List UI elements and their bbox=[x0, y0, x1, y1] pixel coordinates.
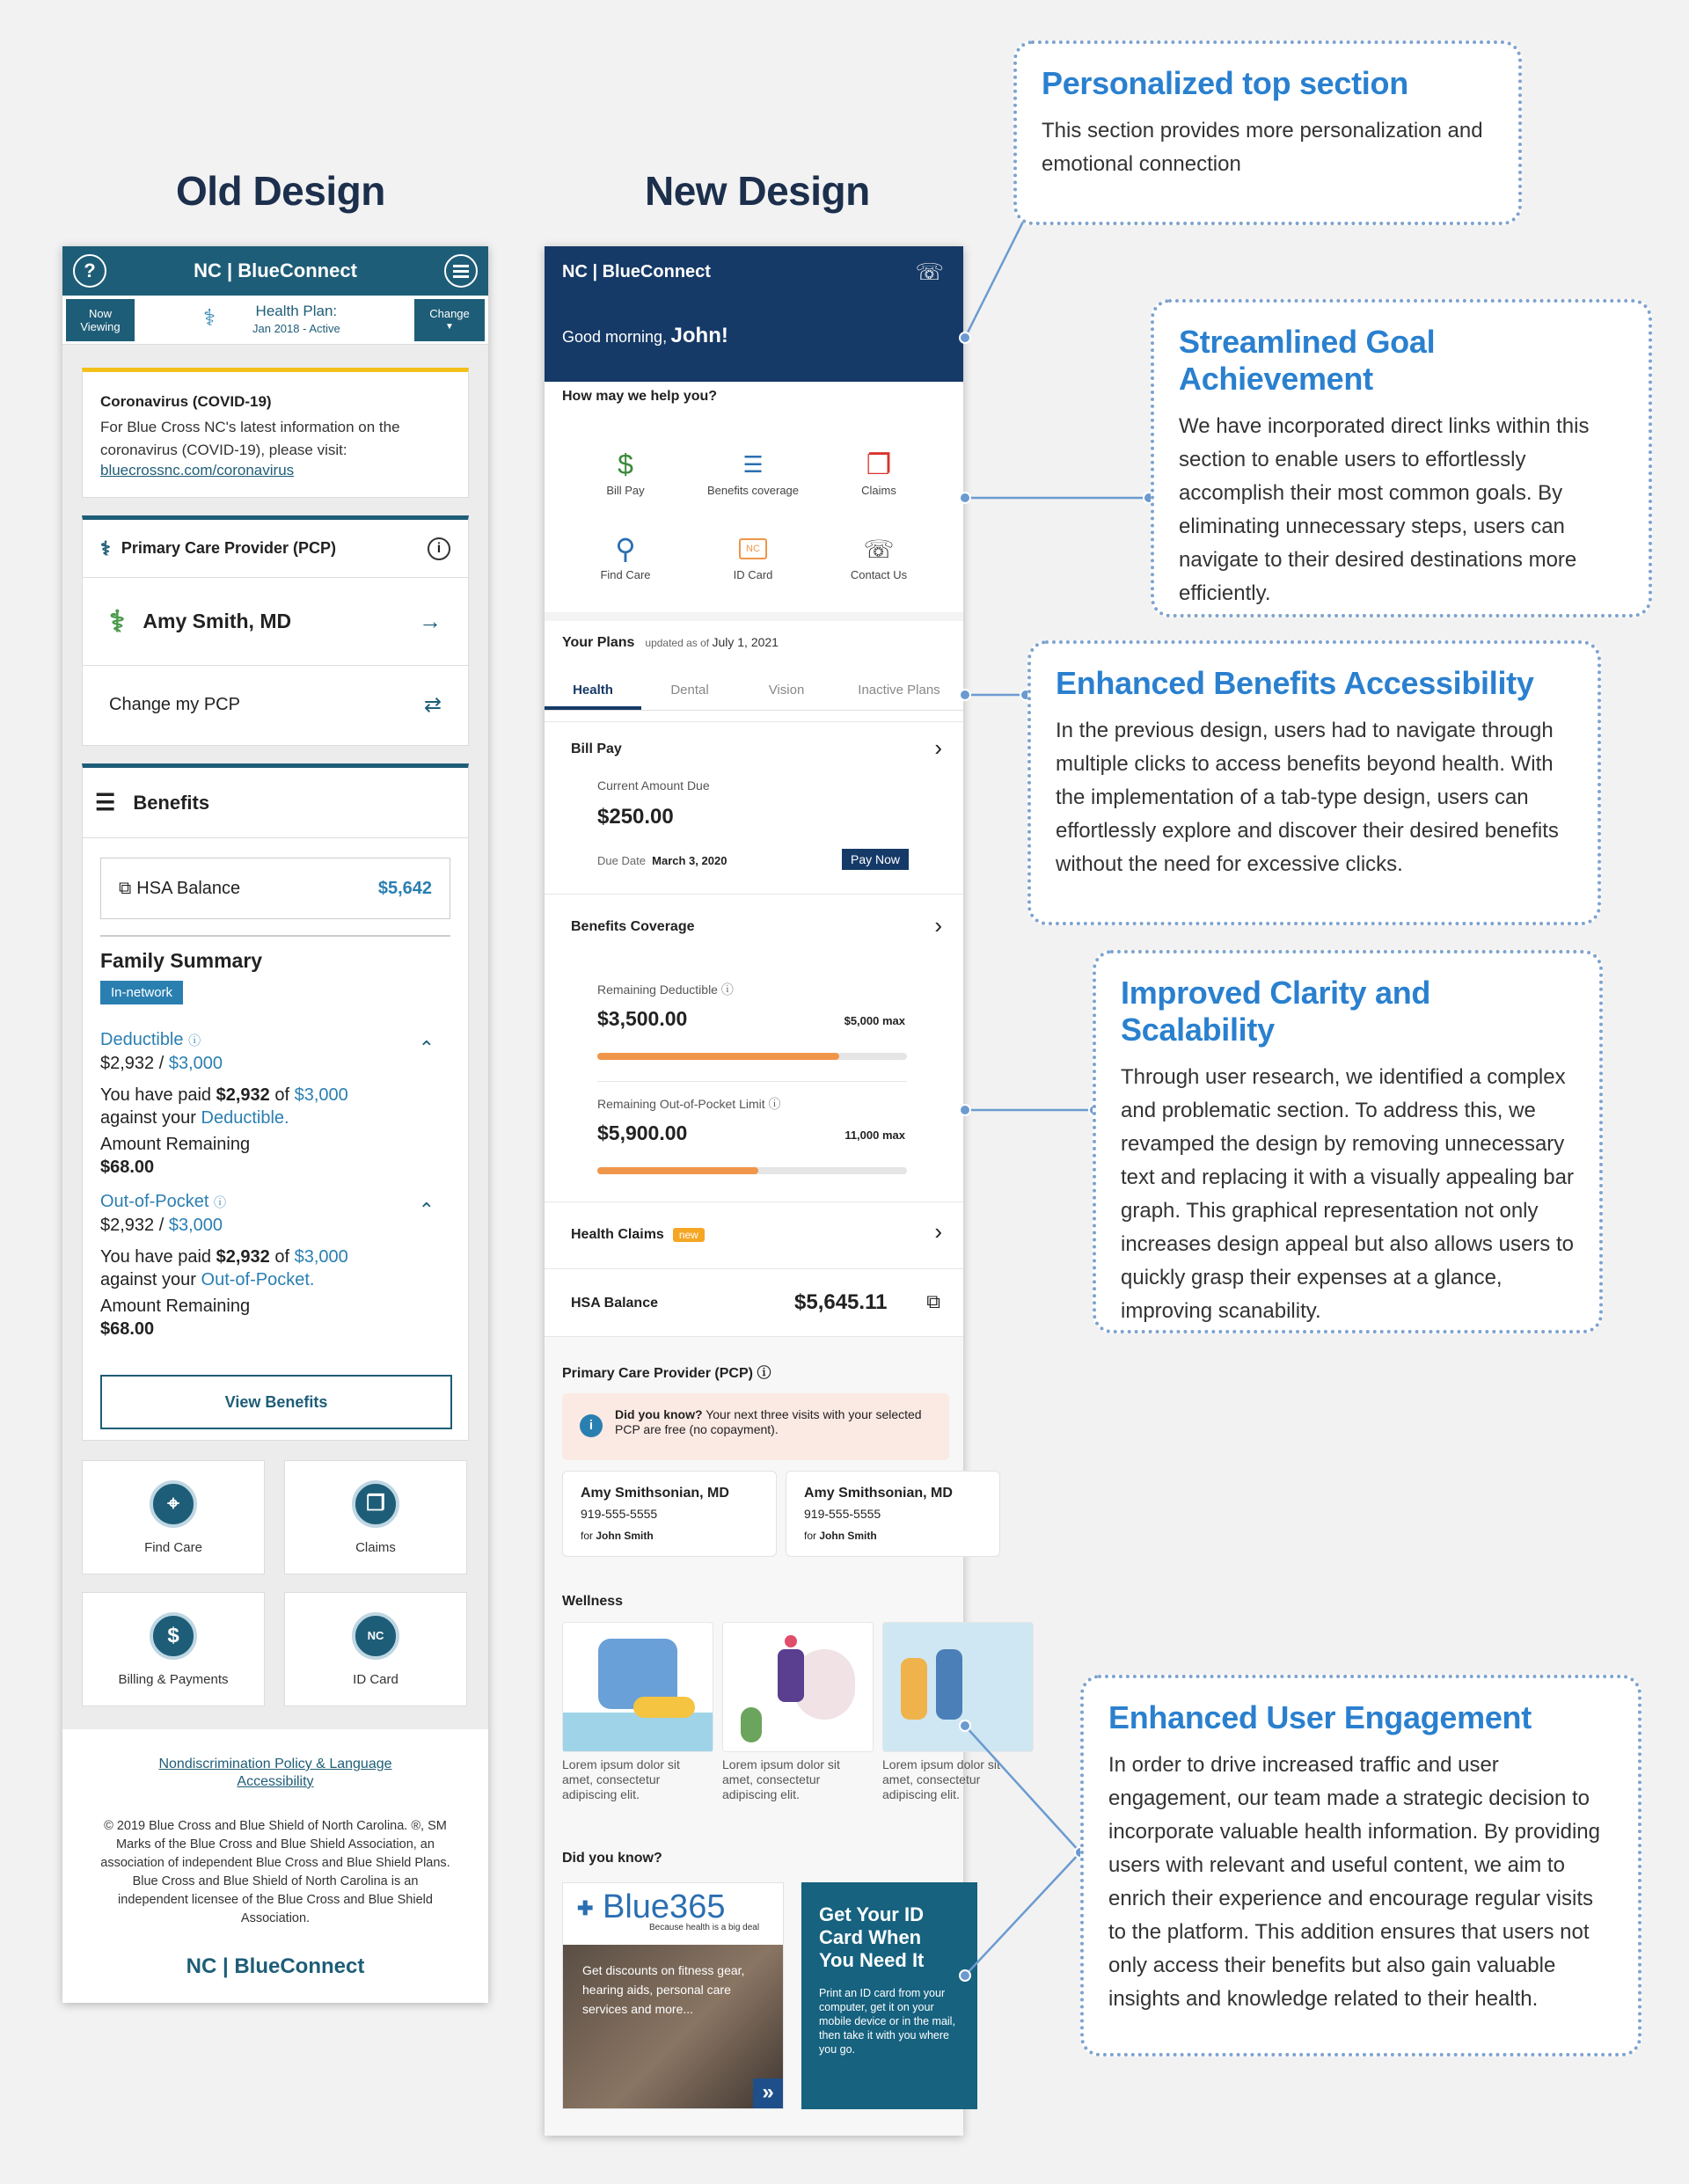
footer-brand: NC | BlueConnect bbox=[186, 1954, 365, 1978]
annotation-streamlined: Streamlined Goal Achievement We have incorporated direct links within this section to enable users to effortlessly accomplish their most common goals. By eliminating unnecessary steps, users can navigate to their desired destinations more efficiently. bbox=[1151, 299, 1652, 617]
hsa-balance-row[interactable]: ⧉ HSA Balance $5,642 bbox=[100, 858, 450, 919]
greeting: Good morning, John! bbox=[562, 324, 728, 347]
id-card-promo[interactable]: Get Your ID Card When You Need It Print an ID card from your computer, get it on your mobile device or in the mail, then take it with you where you go. bbox=[801, 1882, 977, 2109]
find-care-tile[interactable]: ⚲ Find Care bbox=[564, 530, 687, 581]
bill-pay-section: Bill Pay › Current Amount Due $250.00 Due Date March 3, 2020 Pay Now bbox=[545, 721, 963, 894]
wellness-card[interactable]: Lorem ipsum dolor sit amet, consectetur adipiscing elit. bbox=[882, 1622, 1034, 1802]
id-card-tile[interactable]: NC ID Card bbox=[284, 1592, 467, 1706]
view-benefits-button[interactable]: View Benefits bbox=[100, 1375, 452, 1429]
chevron-up-icon[interactable]: ⌃ bbox=[418, 1199, 435, 1221]
caduceus-icon: ⚕ bbox=[203, 304, 216, 331]
documents-icon: ❐ bbox=[352, 1480, 399, 1528]
list-icon: ☰ bbox=[742, 450, 764, 478]
tab-health[interactable]: Health bbox=[545, 672, 641, 710]
external-link-icon: ⧉ bbox=[926, 1290, 940, 1312]
annotation-personalized: Personalized top section This section provides more personalization and emotional connection bbox=[1013, 40, 1522, 225]
claims-tile[interactable]: ❐ Claims bbox=[817, 445, 940, 497]
new-badge: new bbox=[673, 1228, 705, 1242]
claims-tile[interactable]: ❐ Claims bbox=[284, 1460, 467, 1574]
contact-us-tile[interactable]: ☏ Contact Us bbox=[817, 530, 940, 581]
plan-info: Health Plan: Jan 2018 - Active bbox=[252, 303, 340, 335]
app-brand: NC | BlueConnect bbox=[194, 259, 357, 281]
hsa-balance-row[interactable]: HSA Balance $5,645.11 ⧉ bbox=[545, 1268, 963, 1337]
help-icon[interactable]: ? bbox=[73, 254, 106, 288]
connector-dot bbox=[959, 689, 971, 701]
covid-body: For Blue Cross NC's latest information on the coronavirus (COVID-19), please visit: bbox=[100, 419, 400, 458]
info-icon: ⓘ bbox=[757, 1366, 771, 1381]
now-viewing-label: Now Viewing bbox=[66, 299, 135, 341]
pay-now-button[interactable]: Pay Now bbox=[842, 849, 909, 870]
external-link-icon: ⧉ bbox=[119, 878, 132, 898]
benefits-coverage-section: Benefits Coverage › Remaining Deductible ⓘ $3,500.00 $5,000 max Remaining Out-of-Pocket Limit ⓘ $5,900.00 11,000 max bbox=[545, 894, 963, 1184]
id-card-icon: NC bbox=[691, 530, 815, 568]
tab-inactive-plans[interactable]: Inactive Plans bbox=[858, 683, 940, 698]
info-icon: ⓘ bbox=[768, 1097, 781, 1111]
out-of-pocket-section: Out-of-Pocket ⓘ $2,932 / $3,000 You have paid $2,932 of $3,000 against your Out-of-Pocket. Amount Remaining $68.00 ⌃ bbox=[100, 1192, 435, 1339]
connector-dot bbox=[959, 1104, 971, 1116]
health-claims-row[interactable]: Health Claims new › bbox=[545, 1202, 963, 1268]
chevron-right-icon: › bbox=[934, 1218, 942, 1245]
pcp-name: Amy Smith, MD bbox=[143, 610, 292, 632]
connector-dot bbox=[959, 332, 971, 344]
old-design-heading: Old Design bbox=[176, 168, 385, 214]
change-pcp-row[interactable]: Change my PCP ⇄ bbox=[109, 692, 442, 717]
new-design-heading: New Design bbox=[645, 168, 870, 214]
family-summary-title: Family Summary bbox=[100, 949, 263, 972]
tab-vision[interactable]: Vision bbox=[768, 683, 805, 698]
blue365-card[interactable]: ✚ Blue365 Because health is a big deal Get discounts on fitness gear, hearing aids, personal care services and more... » bbox=[562, 1882, 784, 2109]
dollar-icon: $ bbox=[618, 448, 633, 480]
info-icon: ⓘ bbox=[720, 982, 734, 997]
documents-icon: ❐ bbox=[866, 449, 892, 480]
annotation-engagement: Enhanced User Engagement In order to drive increased traffic and user engagement, our team made a strategic decision to incorporate valuable health information. By providing users with relevant and useful content, we aim to enrich their experience and encourage regular visits to the platform. This addition ensures that users not only access their benefits but also gain valuable insights and knowledge related to their health. bbox=[1080, 1675, 1641, 2056]
info-icon: ⓘ bbox=[188, 1034, 201, 1048]
connector-dot bbox=[959, 1969, 971, 1982]
covid-title: Coronavirus (COVID-19) bbox=[100, 393, 272, 410]
arrow-right-icon: → bbox=[419, 608, 442, 634]
id-card-tile[interactable]: NC ID Card bbox=[691, 530, 815, 581]
caduceus-icon: ⚕ bbox=[109, 604, 126, 639]
annotation-benefits: Enhanced Benefits Accessibility In the previous design, users had to navigate through multiple clicks to access benefits beyond health. With the implementation of a tab-type design, users can effortlessly explore and discover their desired benefits without the need for excessive clicks. bbox=[1027, 640, 1601, 925]
deductible-section: Deductible ⓘ $2,932 / $3,000 You have paid $2,932 of $3,000 against your Deductible. Amount Remaining $68.00 ⌃ bbox=[100, 1030, 435, 1177]
pcp-title: Primary Care Provider (PCP) ⓘ bbox=[562, 1366, 771, 1381]
info-icon: ⓘ bbox=[213, 1195, 226, 1209]
help-title: How may we help you? bbox=[562, 389, 718, 404]
swap-icon: ⇄ bbox=[423, 692, 442, 717]
doctor-icon: ⚕ bbox=[100, 537, 111, 559]
benefits-coverage-tile[interactable]: ☰ Benefits coverage bbox=[691, 445, 815, 497]
billing-tile[interactable]: $ Billing & Payments bbox=[82, 1592, 265, 1706]
phone-icon: ☏ bbox=[863, 535, 895, 563]
covid-link[interactable]: bluecrossnc.com/coronavirus bbox=[100, 462, 295, 478]
pcp-header: ⚕ Primary Care Provider (PCP) i bbox=[83, 520, 468, 578]
phone-icon[interactable]: ☏ bbox=[915, 259, 944, 285]
bcbs-logo-icon: NC bbox=[352, 1612, 399, 1660]
location-pin-icon: ⌖ bbox=[150, 1480, 197, 1528]
connector-dot bbox=[959, 492, 971, 504]
wellness-card[interactable]: Lorem ipsum dolor sit amet, consectetur adipiscing elit. bbox=[722, 1622, 874, 1802]
annotation-clarity: Improved Clarity and Scalability Through user research, we identified a complex and problematic section. To address this, we revamped the design by removing unnecessary text and replacing it with a visually appealing bar graph. This graphical representation not only increases design appeal but also allows users to quickly grasp their expenses at a glance, improving scanability. bbox=[1093, 950, 1603, 1333]
info-icon: i bbox=[580, 1414, 603, 1437]
wellness-title: Wellness bbox=[562, 1594, 624, 1609]
list-icon: ☰ bbox=[95, 789, 116, 815]
bill-pay-tile[interactable]: $ Bill Pay bbox=[564, 445, 687, 497]
pcp-card[interactable]: Amy Smithsonian, MD 919-555-5555 for John Smith bbox=[562, 1471, 777, 1557]
amount-due: $250.00 bbox=[597, 805, 674, 829]
info-icon[interactable]: i bbox=[428, 537, 450, 560]
search-icon: ⚲ bbox=[615, 533, 636, 565]
wellness-card[interactable]: Lorem ipsum dolor sit amet, consectetur adipiscing elit. bbox=[562, 1622, 713, 1802]
blue365-logo: ✚ Blue365 Because health is a big deal bbox=[577, 1888, 760, 1932]
pcp-tip: i Did you know? Your next three visits with your selected PCP are free (no copayment). bbox=[562, 1393, 949, 1460]
connector-dot bbox=[959, 1720, 971, 1732]
chevron-right-icon[interactable]: › bbox=[934, 912, 942, 939]
nondiscrimination-link[interactable]: Nondiscrimination Policy & Language Accessibility bbox=[158, 1757, 392, 1789]
did-you-know-title: Did you know? bbox=[562, 1851, 662, 1866]
legal-text: © 2019 Blue Cross and Blue Shield of North Carolina. ®, SM Marks of the Blue Cross and Blue Shield Association, an association of independent Blue Cross and Blue Shield Plans. Blue Cross and Blue Shield of North Carolina is an independent licensee of the Blue Cross and Blue Shield Association. bbox=[100, 1819, 450, 1925]
find-care-tile[interactable]: ⌖ Find Care bbox=[82, 1460, 265, 1574]
chevron-up-icon[interactable]: ⌃ bbox=[418, 1037, 435, 1059]
benefits-header: ☰ Benefits bbox=[83, 768, 468, 838]
chevron-right-icon[interactable]: › bbox=[934, 734, 942, 761]
dollar-icon: $ bbox=[150, 1612, 197, 1660]
app-brand: NC | BlueConnect bbox=[562, 262, 711, 281]
chevron-double-right-icon: » bbox=[753, 2078, 783, 2108]
in-network-badge: In-network bbox=[100, 981, 183, 1004]
plans-header: Your Plans updated as of July 1, 2021 bbox=[562, 635, 779, 650]
change-plan-button[interactable]: Change ▼ bbox=[414, 299, 485, 341]
tab-dental[interactable]: Dental bbox=[670, 683, 709, 698]
pcp-card[interactable]: Amy Smithsonian, MD 919-555-5555 for John Smith bbox=[786, 1471, 1000, 1557]
